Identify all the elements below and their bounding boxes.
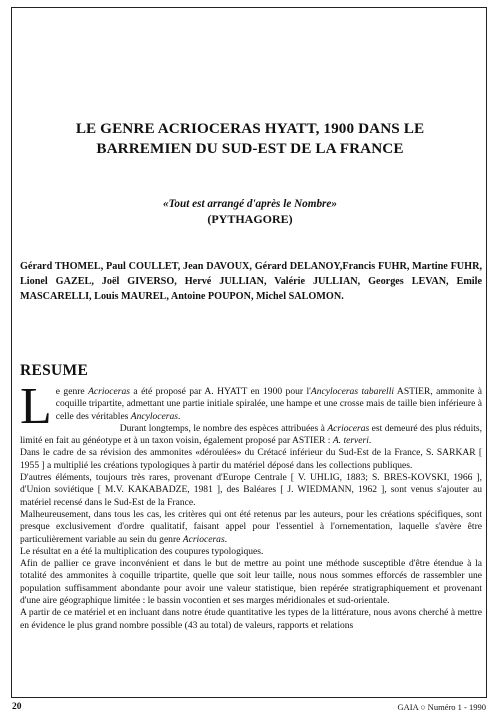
resume-paragraph-6: Le résultat en a été la multiplication des coupures typologiques. <box>20 545 264 557</box>
resume-paragraph-2: Durant longtemps, le nombre des espèces attribuées à Acrioceras est demeuré des plus réduits, limité en fait au généotype et à un taxon voisin, également proposé par ASTIER : A. terveri. <box>20 422 482 447</box>
epigraph-author: (PYTHAGORE) <box>207 212 293 226</box>
page-number: 20 <box>12 702 22 712</box>
title-line-2: BARREMIEN DU SUD-EST DE LA FRANCE <box>96 140 404 157</box>
epigraph <box>60 197 440 227</box>
resume-paragraph-3: Dans le cadre de sa révision des ammonites «déroulées» du Crétacé inférieur du Sud-Est de la France, S. SARKAR [ 1955 ] a multiplié les créations typologiques à partir du matériel déposé dans les collections publiques. <box>20 447 482 471</box>
resume-heading: RESUME <box>20 362 89 379</box>
resume-paragraph-7: Afin de pallier ce grave inconvénient et dans le but de mettre au point une méthode susceptible d'être étendue à la totalité des ammonites à coquille tripartite, quelle que soit leur taille, nous nous sommes efforcés de rassembler une population suffisamment abondante pour avoir une valeur statistique, bien repérée stratigraphiquement et provenant d'une aire géographique limitée : le bassin vocontien et ses marges méridionales et sud-orientale. <box>20 558 482 607</box>
resume-paragraph-8: A partir de ce matériel et en incluant dans notre étude quantitative les types de la littérature, nous avons cherché à mettre en évidence le plus grand nombre possible (43 au total) de valeurs, rapports et relations <box>20 607 482 631</box>
resume-body <box>20 378 483 632</box>
drop-cap: L <box>20 378 52 435</box>
title-line-1: LE GENRE ACRIOCERAS HYATT, 1900 DANS LE <box>75 120 425 137</box>
resume-paragraph-4: D'autres éléments, toujours très rares, provenant d'Europe Centrale [ V. UHLIG, 1883; S. BRES-KOVSKI, 1966 ], d'Union soviétique [ M.V. KAKABADZE, 1981 ], des Baléares [ J. WIEDMANN, 1962 ], sont venus s'ajouter au matériel recensé dans le Sud-Est de la France. <box>20 472 482 508</box>
epigraph-quote: «Tout est arrangé d'après le Nombre» <box>163 198 337 210</box>
journal-footer: GAIA ○ Numéro 1 - 1990 <box>397 702 486 712</box>
resume-paragraph-5: Malheureusement, dans tous les cas, les critères qui ont été retenus par les auteurs, pour les créations spécifiques, sont presque exclusivement d'ordre qualitatif, faisant appel pour l'essentiel à l'ornementation, laquelle s'avère être particulièrement variable au sein du genre Acrioceras. <box>20 508 482 545</box>
author-list: Gérard THOMEL, Paul COULLET, Jean DAVOUX, Gérard DELANOY,Francis FUHR, Martine FUHR, Lionel GAZEL, Joël GIVERSO, Hervé JULLIAN, Valérie JULLIAN, Georges LEVAN, Emile MASCARELLI, Louis MAUREL, Antoine POUPON, Michel SALOMON. <box>20 261 482 302</box>
article-title <box>40 119 460 159</box>
resume-paragraph-1: Le genre Acrioceras a été proposé par A. HYATT en 1900 pour l'Ancyloceras tabarelli ASTIER, ammonite à coquille tripartite, admettant une partie initiale spiralée, une hampe et une crosse mais de taille bien inférieure à celle des véritables Ancyloceras. <box>20 378 483 435</box>
